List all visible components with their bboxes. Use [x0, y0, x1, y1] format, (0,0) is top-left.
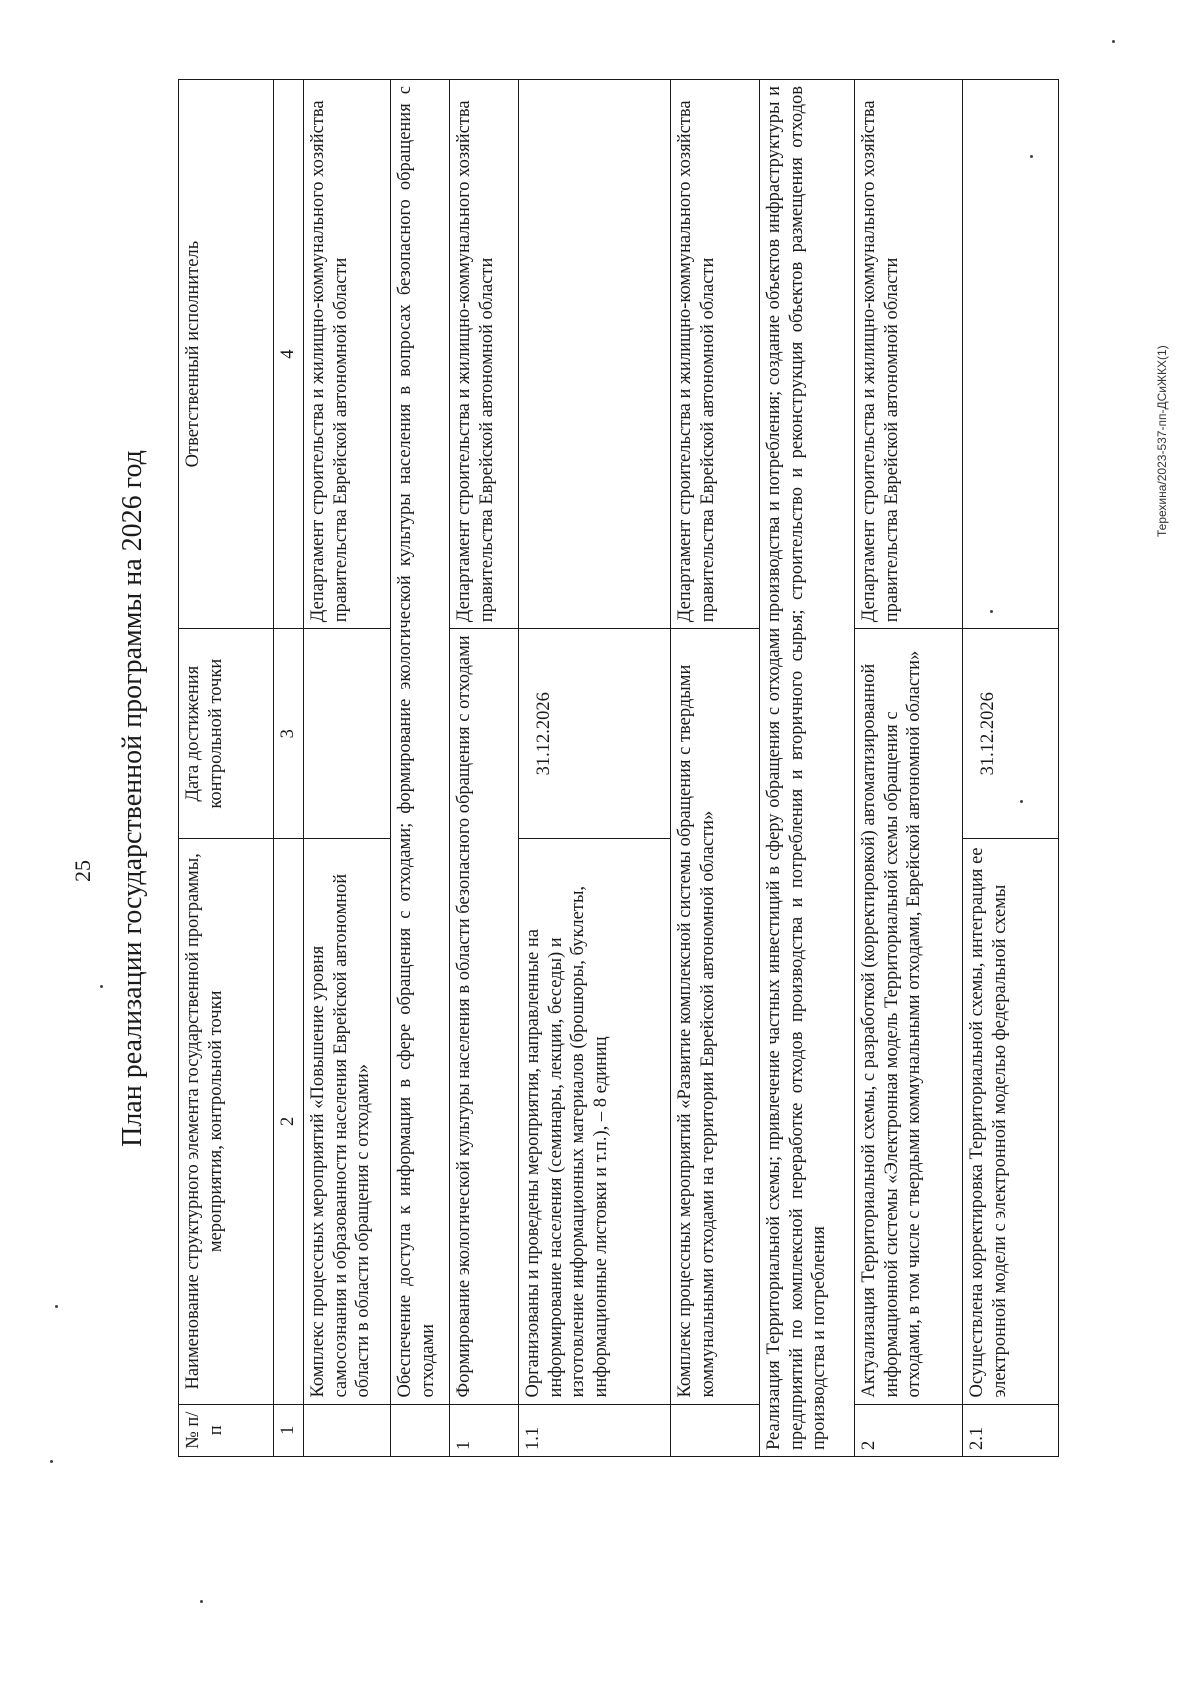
table-row — [304, 80, 391, 1457]
row-name: Комплекс процессных мероприятий «Развитие комплексной системы обращения с твердыми коммунальными отходами на территории Еврейской автономной области» — [671, 629, 760, 1404]
plan-table — [178, 79, 1059, 1457]
table-row — [450, 80, 519, 1457]
row-name: Осуществлена корректировка Территориальной схемы, интеграция ее электронной модели с электронной моделью федеральной схемы — [963, 839, 1059, 1404]
scan-speck — [990, 610, 993, 613]
table-row — [671, 80, 760, 1457]
column-number: 1 — [274, 1404, 304, 1456]
scan-speck — [50, 1460, 53, 1463]
page-title: План реализации государственной программы на 2026 год — [117, 450, 148, 1147]
header-name: Наименование структурного элемента государственной программы, мероприятия, контрольной точки — [179, 839, 274, 1404]
row-number: 1 — [450, 1404, 519, 1456]
column-number-row — [274, 80, 304, 1457]
row-executor — [963, 80, 1059, 629]
scan-speck — [200, 1600, 203, 1603]
column-number: 2 — [274, 839, 304, 1404]
header-number: № п/п — [179, 1404, 274, 1456]
row-executor: Департамент строительства и жилищно-коммунального хозяйства правительства Еврейской автономной области — [671, 80, 760, 629]
row-executor: Департамент строительства и жилищно-коммунального хозяйства правительства Еврейской автономной области — [450, 80, 519, 629]
row-number: 2.1 — [963, 1404, 1059, 1456]
row-number — [671, 1404, 760, 1456]
table-row-full — [760, 80, 855, 1457]
row-number — [304, 1404, 391, 1456]
column-number: 3 — [274, 629, 304, 839]
row-task: Обеспечение доступа к информации в сфере обращения с отходами; формирование экологической культуры населения в вопросах безопасного обращения с отходами — [391, 80, 450, 1405]
row-task: Реализация Территориальной схемы; привлечение частных инвестиций в сферу обращения с отходами производства и потребления; создание объектов инфраструктуры и предприятий по комплексной переработке отходов производства и потребления и вторичного сырья; строительство и реконструкция объектов размещения отходов производства и потребления — [760, 80, 855, 1457]
row-executor: Департамент строительства и жилищно-коммунального хозяйства правительства Еврейской автономной области — [855, 80, 963, 629]
row-executor: Департамент строительства и жилищно-коммунального хозяйства правительства Еврейской автономной области — [304, 80, 391, 629]
scan-speck — [1020, 800, 1023, 803]
row-date — [304, 629, 391, 839]
table-header-row — [179, 80, 274, 1457]
row-number: 1.1 — [519, 1404, 671, 1456]
column-number: 4 — [274, 80, 304, 629]
row-name: Комплекс процессных мероприятий «Повышение уровня самосознания и образованности населения Еврейской автономной области в области обращения с отходами» — [304, 839, 391, 1404]
row-executor — [519, 80, 671, 629]
scan-speck — [100, 985, 103, 988]
row-date: 31.12.2026 — [519, 629, 671, 839]
scan-speck — [55, 1305, 58, 1308]
row-name: Организованы и проведены мероприятия, направленные на информирование населения (семинары, лекции, беседы) и изготовление информационных материалов (брошюры, буклеты, информационные листовки и т.п.), – 8 единиц — [519, 839, 671, 1404]
table-row-full — [391, 80, 450, 1457]
table-row — [519, 80, 671, 1457]
scan-speck — [1112, 40, 1115, 43]
row-name: Формирование экологической культуры населения в области безопасного обращения с отходами — [450, 629, 519, 1404]
scan-speck — [1030, 155, 1033, 158]
header-executor: Ответственный исполнитель — [179, 80, 274, 629]
page-number: 25 — [70, 860, 95, 882]
header-date: Дата достижения контрольной точки — [179, 629, 274, 839]
row-name: Актуализация Территориальной схемы, с разработкой (корректировкой) автоматизированной информационной системы «Электронная модель Территориальной схемы обращения с отходами, в том числе с твердыми коммунальными отходами, Еврейской автономной области» — [855, 629, 963, 1404]
row-number: 2 — [855, 1404, 963, 1456]
document-code: Терехина/2023-537-пп-ДСиЖКХ(1) — [1155, 345, 1169, 537]
row-date: 31.12.2026 — [963, 629, 1059, 839]
table-row — [855, 80, 963, 1457]
table-row — [963, 80, 1059, 1457]
